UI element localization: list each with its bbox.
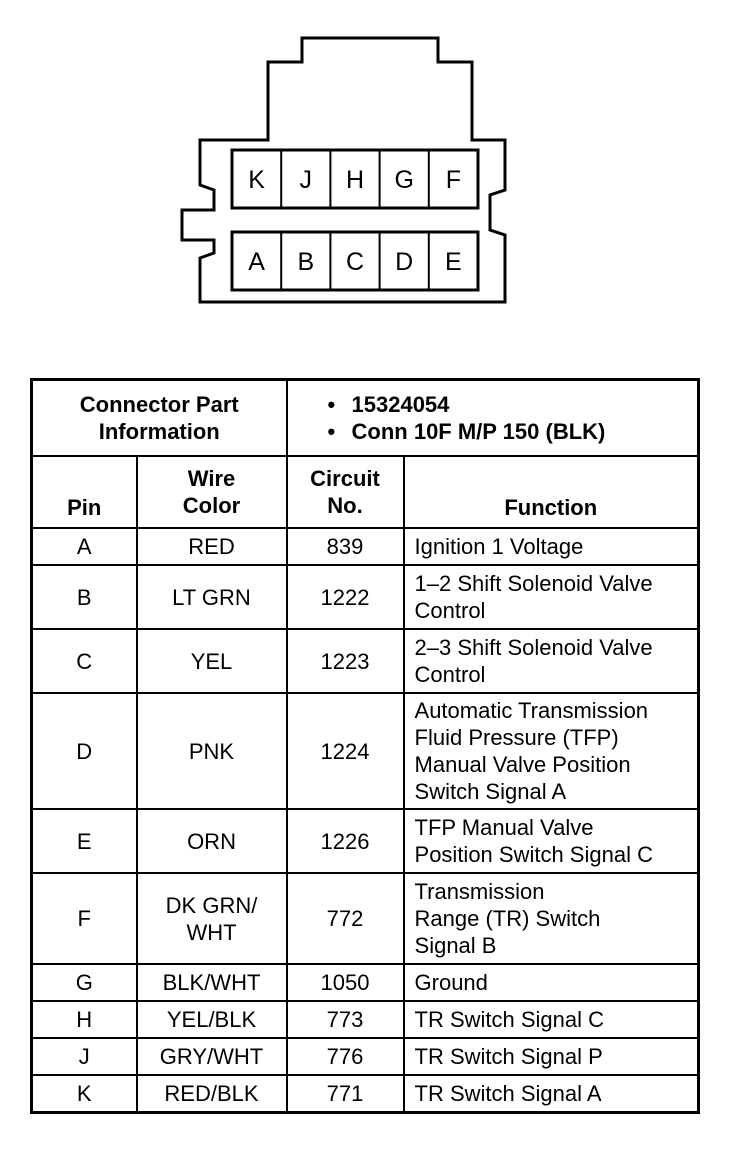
- function-cell: [404, 1038, 699, 1075]
- pin-row-c: [32, 629, 699, 693]
- wire-color-line: ORN: [187, 828, 236, 854]
- function-cell: [404, 809, 699, 873]
- function-line: 1–2 Shift Solenoid Valve: [414, 571, 653, 596]
- pin-label-f: F: [445, 166, 462, 194]
- function-cell: [404, 964, 699, 1001]
- pin-cell: C: [32, 629, 137, 693]
- circuit-cell: 776: [287, 1038, 404, 1075]
- pin-label-d: D: [395, 248, 414, 276]
- function-line: TR Switch Signal P: [414, 1044, 603, 1069]
- pin-row-f: [32, 873, 699, 964]
- bullet: •: [327, 392, 336, 417]
- wire-color-line: YEL/BLK: [166, 1007, 257, 1032]
- connector-diagram: [0, 0, 736, 340]
- wire-color-line: RED/BLK: [164, 1080, 259, 1106]
- circuit-no-header-line: No.: [327, 493, 363, 518]
- pin-cell: H: [32, 1001, 137, 1038]
- pin-cell: G: [32, 964, 137, 1001]
- wire-color-line: YEL: [190, 648, 233, 674]
- wire-color-line: GRY/WHT: [159, 1044, 264, 1069]
- circuit-cell: 1223: [287, 629, 404, 693]
- wire-color-line: PNK: [188, 738, 235, 764]
- wire-color-cell: [137, 873, 287, 964]
- circuit-no-header: [287, 456, 404, 528]
- pin-label-h: H: [345, 166, 365, 194]
- wire-color-cell: [137, 809, 287, 873]
- wire-color-line: BLK/WHT: [162, 970, 261, 995]
- function-line: Switch Signal A: [414, 779, 567, 804]
- function-header: Function: [404, 456, 699, 528]
- wire-color-cell: [137, 1038, 287, 1075]
- pin-cell: A: [32, 528, 137, 565]
- part-description-value: Conn 10F M/P 150 (BLK): [351, 419, 606, 444]
- wire-color-header-line: Wire: [187, 466, 236, 491]
- wire-color-cell: [137, 693, 287, 809]
- pin-cell: J: [32, 1038, 137, 1075]
- wire-color-cell: [137, 1075, 287, 1112]
- part-description: [328, 418, 697, 445]
- pin-label-a: A: [248, 248, 265, 276]
- circuit-cell: 1222: [287, 565, 404, 629]
- connector-part-label-line: Information: [98, 419, 220, 444]
- function-line: TR Switch Signal A: [414, 1080, 602, 1106]
- pin-label-c: C: [345, 248, 365, 276]
- pin-row-a: [32, 528, 699, 565]
- function-cell: [404, 1001, 699, 1038]
- wire-color-line: RED: [188, 534, 235, 559]
- part-number-value: 15324054: [351, 392, 450, 417]
- circuit-cell: 839: [287, 528, 404, 565]
- wire-color-cell: [137, 528, 287, 565]
- pin-label-j: J: [299, 166, 313, 194]
- wire-color-line: WHT: [186, 919, 237, 945]
- wire-color-cell: [137, 964, 287, 1001]
- function-line: Control: [414, 598, 486, 623]
- pin-label-k: K: [248, 166, 265, 194]
- pin-cell: F: [32, 873, 137, 964]
- function-line: TFP Manual Valve: [414, 815, 594, 840]
- function-line: 2–3 Shift Solenoid Valve: [414, 635, 653, 660]
- connector-part-label-line: Connector Part: [79, 392, 239, 417]
- pin-row-j: [32, 1038, 699, 1075]
- circuit-cell: 772: [287, 873, 404, 964]
- circuit-cell: 771: [287, 1075, 404, 1112]
- function-line: Fluid Pressure (TFP): [414, 725, 619, 750]
- function-line: TR Switch Signal C: [414, 1007, 605, 1032]
- function-line: Control: [414, 662, 486, 687]
- circuit-cell: 1050: [287, 964, 404, 1001]
- function-line: Ignition 1 Voltage: [414, 534, 584, 559]
- circuit-cell: 1226: [287, 809, 404, 873]
- pin-cell: K: [32, 1075, 137, 1112]
- pin-row-d: [32, 693, 699, 809]
- connector-part-label: [32, 380, 287, 457]
- pin-cell: E: [32, 809, 137, 873]
- function-line: Range (TR) Switch: [414, 906, 601, 931]
- circuit-cell: 1224: [287, 693, 404, 809]
- pin-cell: D: [32, 693, 137, 809]
- pin-label-e: E: [445, 248, 462, 276]
- function-cell: [404, 1075, 699, 1112]
- wire-color-header: [137, 456, 287, 528]
- function-cell: [404, 873, 699, 964]
- pin-row-e: [32, 809, 699, 873]
- pin-label-b: B: [297, 248, 315, 276]
- pin-row-k: [32, 1075, 699, 1112]
- pin-label-g: G: [394, 166, 414, 194]
- bullet: •: [327, 419, 336, 444]
- function-line: Manual Valve Position: [414, 752, 631, 777]
- wire-color-cell: [137, 565, 287, 629]
- function-line: Automatic Transmission: [414, 698, 649, 723]
- function-cell: [404, 528, 699, 565]
- function-line: Signal B: [414, 933, 497, 958]
- wire-color-cell: [137, 629, 287, 693]
- pin-cell: B: [32, 565, 137, 629]
- pin-row-h: [32, 1001, 699, 1038]
- function-line: Ground: [414, 970, 488, 995]
- pin-header: Pin: [32, 456, 137, 528]
- function-line: Position Switch Signal C: [414, 842, 653, 867]
- wire-color-line: DK GRN/: [165, 892, 258, 918]
- wire-color-line: LT GRN: [172, 584, 251, 610]
- wire-color-header-line: Color: [182, 493, 241, 518]
- circuit-cell: 773: [287, 1001, 404, 1038]
- pinout-table: [30, 378, 700, 1114]
- column-header-row: [32, 456, 699, 528]
- function-cell: [404, 693, 699, 809]
- circuit-no-header-line: Circuit: [310, 466, 380, 491]
- wire-color-cell: [137, 1001, 287, 1038]
- function-cell: [404, 565, 699, 629]
- function-line: Transmission: [414, 879, 545, 904]
- connector-part-row: [32, 380, 699, 457]
- connector-part-info: [287, 380, 699, 457]
- pin-row-b: [32, 565, 699, 629]
- pin-row-g: [32, 964, 699, 1001]
- function-cell: [404, 629, 699, 693]
- part-number: [328, 391, 697, 418]
